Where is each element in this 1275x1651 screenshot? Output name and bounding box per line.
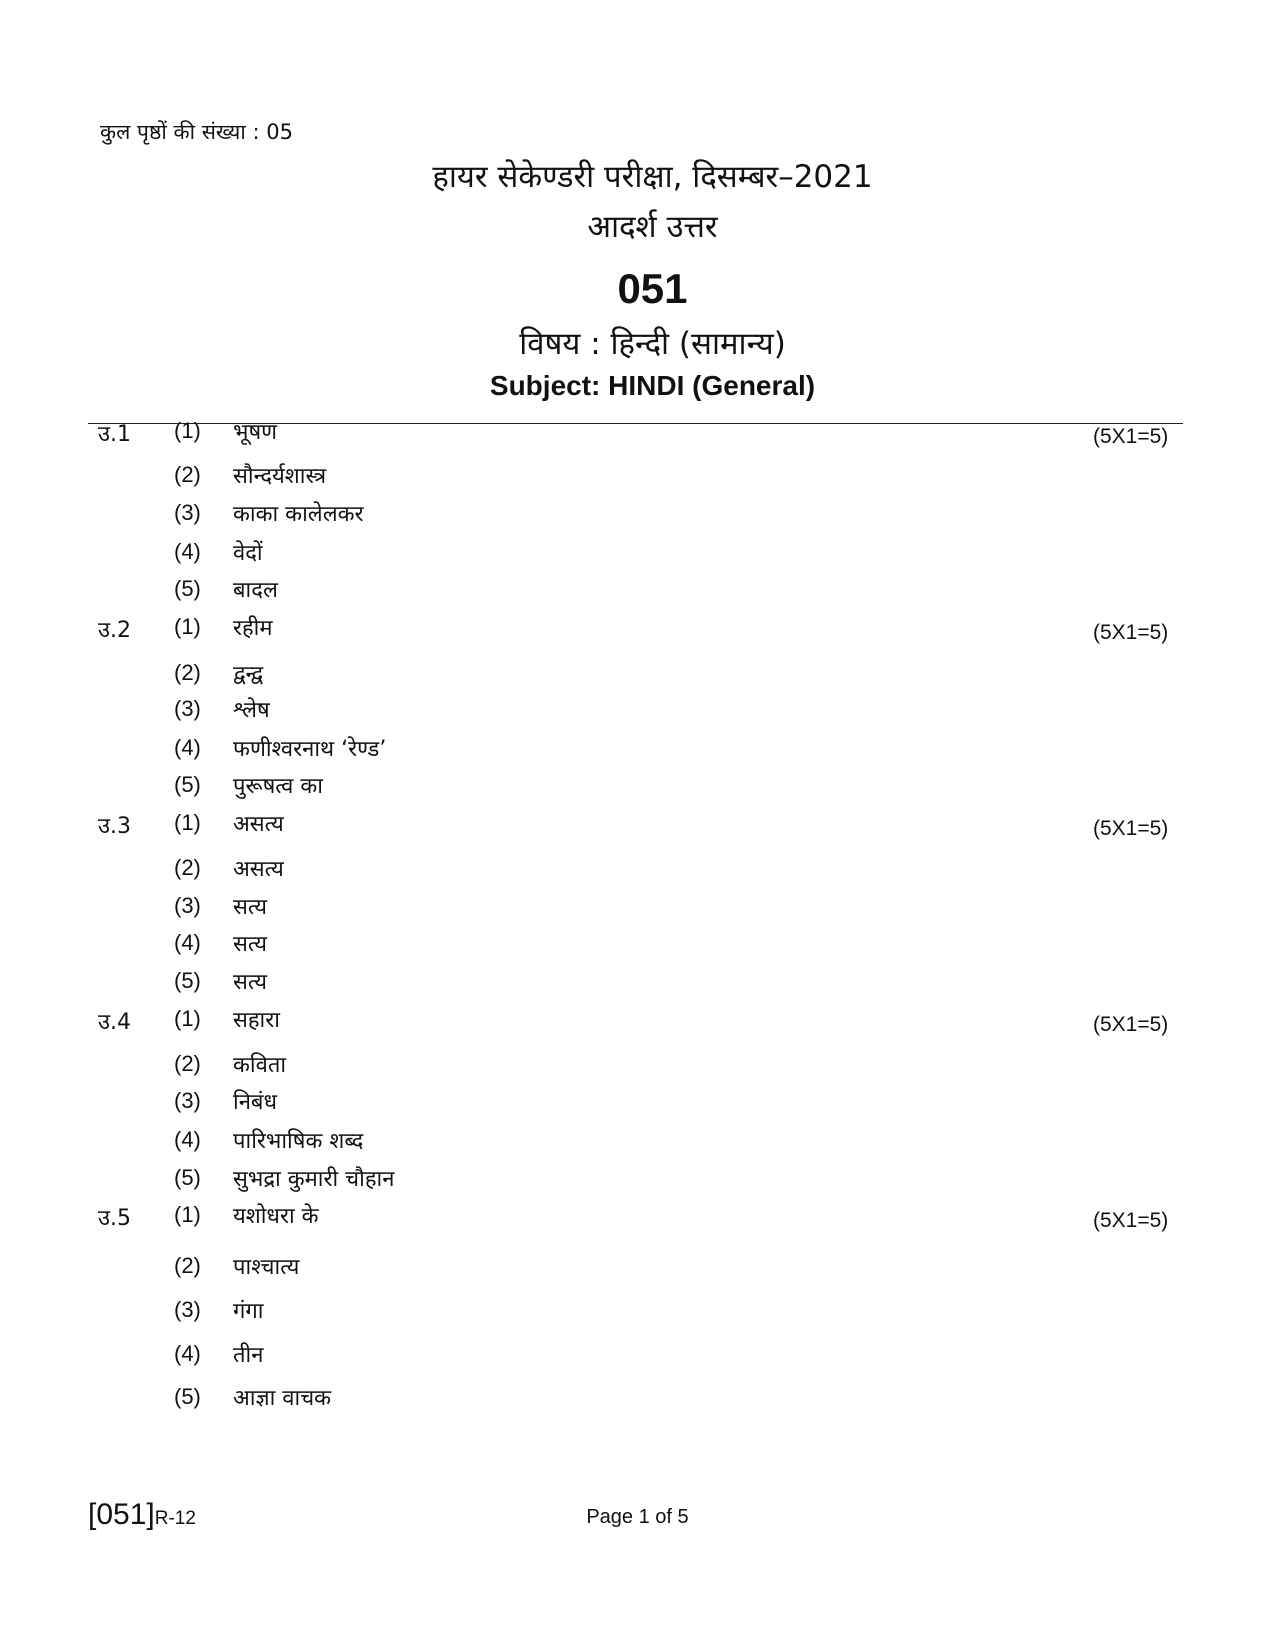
answer-text: यशोधरा के [233,1204,319,1229]
answer-number: (3) [174,696,201,721]
answer-text: बादल [233,578,278,603]
answer-number: (1) [174,1006,201,1031]
answer-number: (3) [174,1297,201,1322]
question-marks: (5X1=5) [1093,817,1169,840]
question-marks: (5X1=5) [1093,1209,1169,1232]
answer-text: आज्ञा वाचक [233,1386,332,1411]
answer-text: गंगा [233,1299,264,1324]
total-pages-note: कुल पृष्ठों की संख्या : 05 [100,120,293,144]
answer-text: द्वन्द्व [233,662,264,687]
answer-text: असत्य [233,857,284,882]
answer-text: काका कालेलकर [233,502,364,527]
answer-number: (4) [174,539,201,564]
footer-series: R-12 [154,1508,196,1529]
answer-number: (4) [174,930,201,955]
question-label: उ.2 [98,618,132,643]
answer-number: (2) [174,462,201,487]
answer-number: (5) [174,576,201,601]
answer-number: (3) [174,1088,201,1113]
answer-number: (4) [174,1127,201,1152]
question-marks: (5X1=5) [1093,621,1169,644]
exam-title: हायर सेकेण्डरी परीक्षा, दिसम्बर–2021 [432,159,873,195]
answer-number: (5) [174,968,201,993]
question-label: उ.3 [98,814,132,839]
answer-text: श्लेष [233,698,270,723]
question-label: उ.4 [98,1010,132,1035]
subject-hindi: विषय : हिन्दी (सामान्य) [519,326,786,362]
subject-english: Subject: HINDI (General) [489,370,816,401]
answer-number: (4) [174,735,201,760]
page-number: Page 1 of 5 [586,1506,689,1528]
answer-text: भूषण [233,420,278,445]
answer-number: (3) [174,893,201,918]
answer-text: वेदों [233,541,263,566]
answer-number: (5) [174,1384,201,1409]
question-label: उ.1 [98,422,132,447]
answer-text: पारिभाषिक शब्द [233,1129,364,1154]
answer-text: निबंध [233,1090,278,1115]
answer-number: (5) [174,1165,201,1190]
answer-text: फणीश्वरनाथ ‘रेण्ड’ [233,737,387,762]
answer-number: (2) [174,855,201,880]
answer-title: आदर्श उत्तर [587,209,718,245]
answer-number: (2) [174,660,201,685]
question-marks: (5X1=5) [1093,1013,1169,1036]
answer-number: (2) [174,1253,201,1278]
answer-number: (1) [174,810,201,835]
answer-text: असत्य [233,812,284,837]
answer-number: (1) [174,1202,201,1227]
answer-text: रहीम [233,616,273,641]
answer-number: (1) [174,614,201,639]
answer-text: सत्य [233,932,268,957]
answer-text: सत्य [233,895,268,920]
answer-text: सौन्दर्यशास्त्र [233,464,327,489]
footer-code-number: [051] [88,1498,155,1531]
answer-number: (4) [174,1341,201,1366]
answer-number: (3) [174,500,201,525]
question-marks: (5X1=5) [1093,425,1169,448]
answer-text: कविता [233,1053,287,1078]
answer-text: पुरूषत्व का [233,774,323,799]
answer-text: सत्य [233,970,268,995]
question-label: उ.5 [98,1206,132,1231]
answer-text: सहारा [233,1008,280,1033]
paper-code: 051 [617,265,688,312]
answer-number: (2) [174,1051,201,1076]
answer-text: तीन [233,1343,264,1368]
answer-text: पाश्चात्य [233,1255,300,1280]
answer-number: (5) [174,772,201,797]
answer-number: (1) [174,418,201,443]
answer-text: सुभद्रा कुमारी चौहान [233,1167,395,1192]
